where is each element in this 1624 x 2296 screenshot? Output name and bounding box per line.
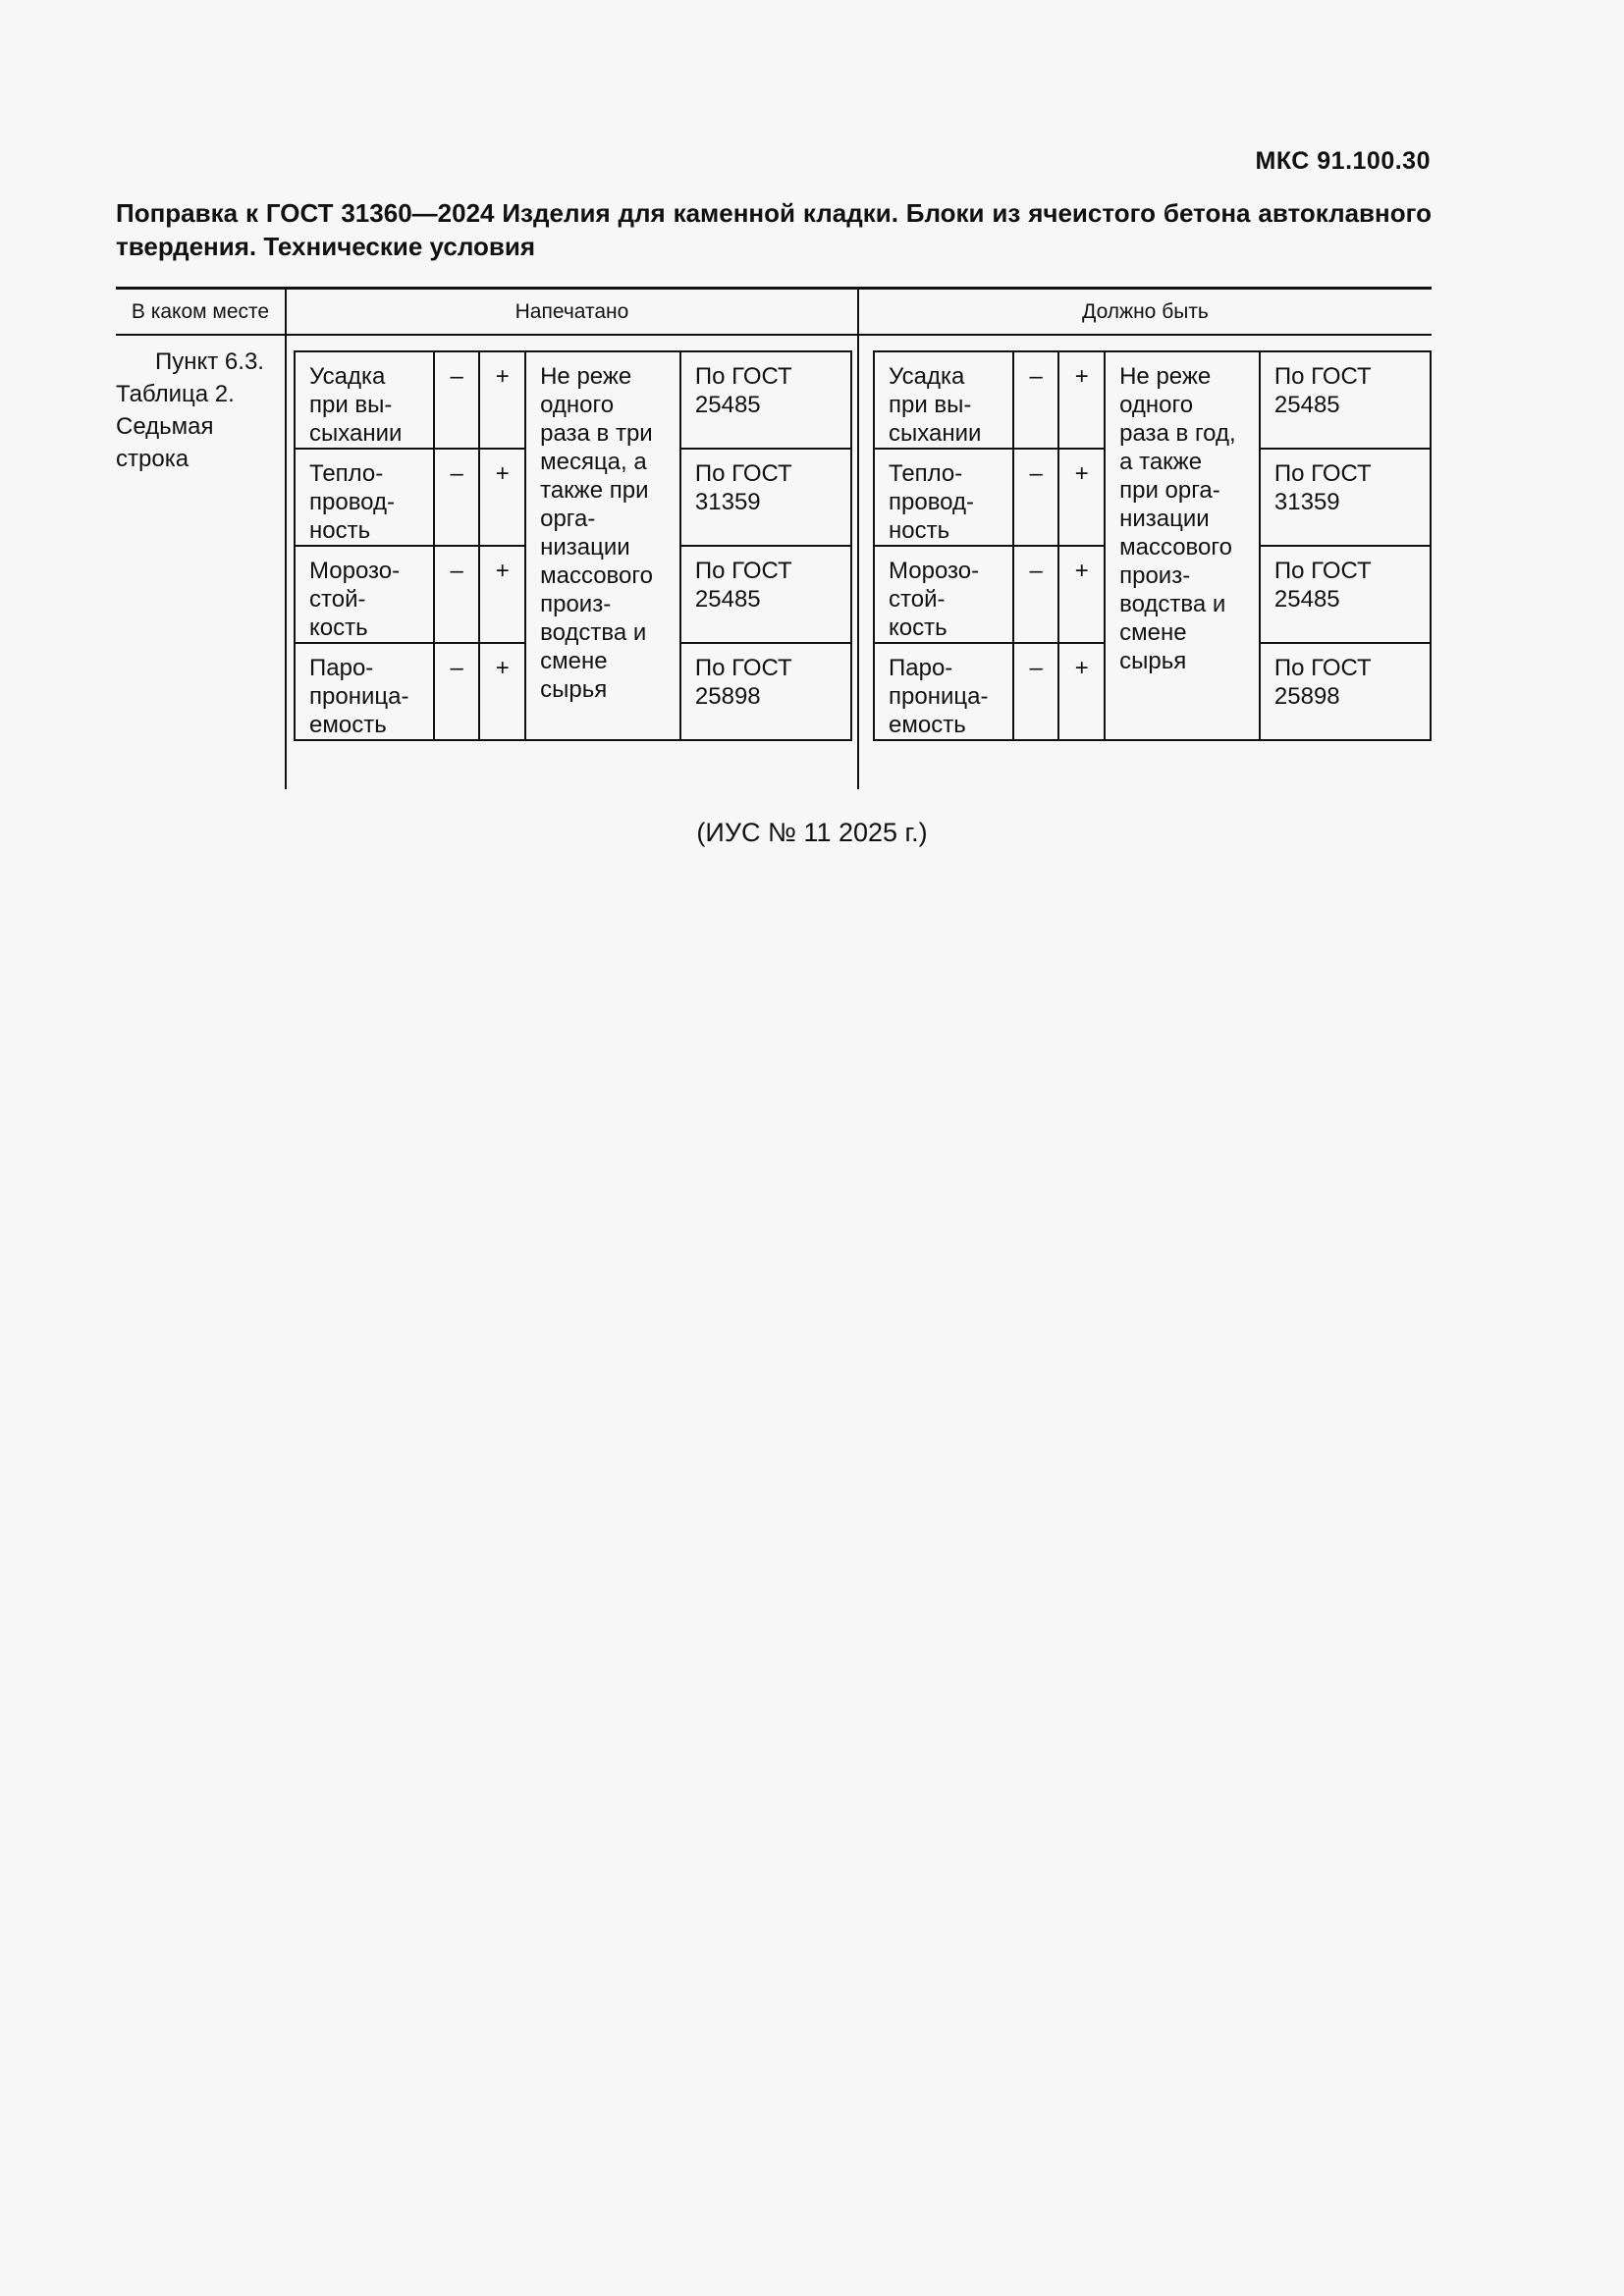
sign-plus: + <box>479 546 525 643</box>
property-name: Паро-проница-емость <box>295 643 434 740</box>
property-name: Морозо-стой-кость <box>874 546 1013 643</box>
sign-minus: – <box>434 643 480 740</box>
property-name: Морозо-стой-кость <box>295 546 434 643</box>
test-method: По ГОСТ 25485 <box>1260 546 1431 643</box>
mks-code: МКС 91.100.30 <box>1255 147 1431 175</box>
property-name: Тепло-провод-ность <box>295 449 434 546</box>
column-divider-printed <box>857 289 859 789</box>
sign-plus: + <box>479 351 525 449</box>
sign-minus: – <box>1013 449 1059 546</box>
sign-plus: + <box>479 643 525 740</box>
test-method: По ГОСТ 25485 <box>1260 351 1431 449</box>
frequency-cell: Не реже одного раза в три месяца, а также при орга-низации массового произ-водства и смене сырья <box>525 351 680 740</box>
ius-footnote: (ИУС № 11 2025 г.) <box>696 818 928 847</box>
test-method: По ГОСТ 31359 <box>680 449 851 546</box>
column-divider-where <box>285 289 287 789</box>
header-where: В каком месте <box>131 300 270 323</box>
sign-plus: + <box>479 449 525 546</box>
sign-plus: + <box>1058 643 1105 740</box>
property-name: Усадка при вы-сыхании <box>295 351 434 449</box>
test-method: По ГОСТ 25485 <box>680 351 851 449</box>
sign-plus: + <box>1058 449 1105 546</box>
sign-minus: – <box>434 449 480 546</box>
table-top-rule <box>116 287 1432 290</box>
property-name: Тепло-провод-ность <box>874 449 1013 546</box>
sign-minus: – <box>1013 643 1059 740</box>
location-reference: Пункт 6.3. Таблица 2. Седьмая строка <box>116 348 264 472</box>
frequency-cell: Не реже одного раза в год, а также при орга-низации массового произ-водства и смене сырья <box>1105 351 1260 740</box>
printed-table <box>294 350 852 741</box>
table-row <box>295 351 851 449</box>
sign-minus: – <box>434 546 480 643</box>
test-method: По ГОСТ 25898 <box>680 643 851 740</box>
property-name: Паро-проница-емость <box>874 643 1013 740</box>
test-method: По ГОСТ 31359 <box>1260 449 1431 546</box>
sign-minus: – <box>1013 351 1059 449</box>
table-header-rule <box>116 334 1432 336</box>
sign-minus: – <box>1013 546 1059 643</box>
header-printed: Напечатано <box>514 300 629 323</box>
sign-plus: + <box>1058 546 1105 643</box>
sign-plus: + <box>1058 351 1105 449</box>
property-name: Усадка при вы-сыхании <box>874 351 1013 449</box>
sign-minus: – <box>434 351 480 449</box>
test-method: По ГОСТ 25485 <box>680 546 851 643</box>
test-method: По ГОСТ 25898 <box>1260 643 1431 740</box>
table-row <box>874 351 1431 449</box>
should-be-table <box>873 350 1432 741</box>
header-should-be: Должно быть <box>1082 300 1209 323</box>
document-title: Поправка к ГОСТ 31360—2024 Изделия для каменной кладки. Блоки из ячеистого бетона автоклавного твердения. Технические условия <box>116 198 1432 261</box>
